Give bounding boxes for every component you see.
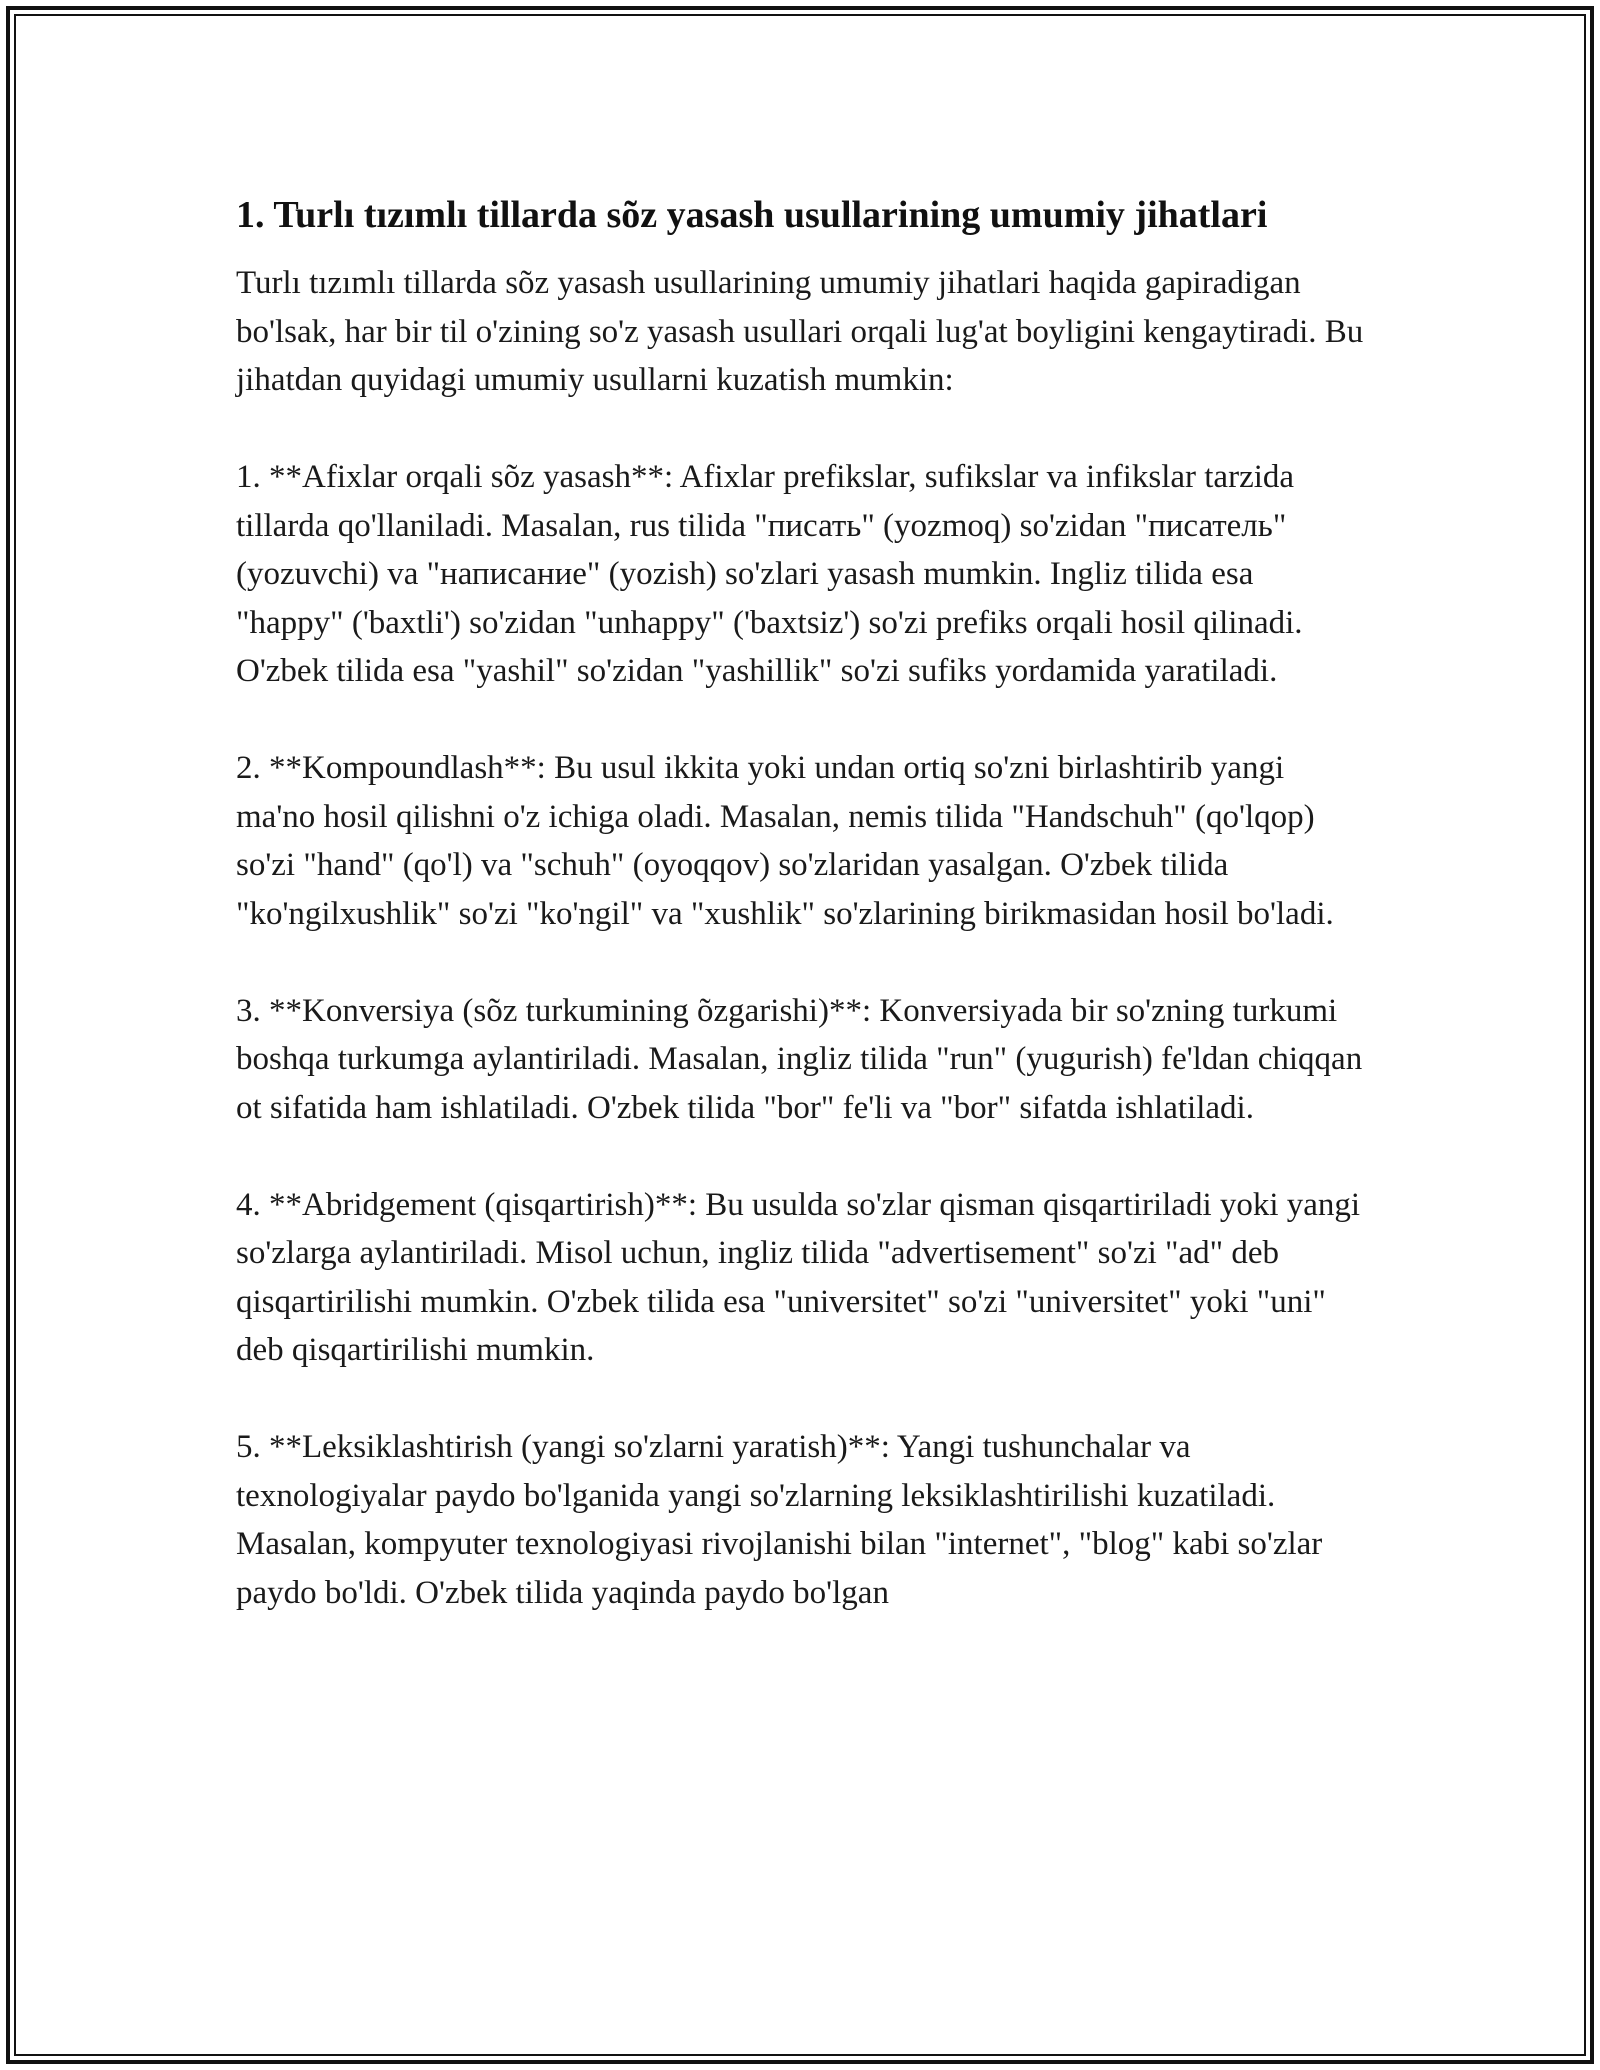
paragraph-kompoundlash: 2. **Kompoundlash**: Bu usul ikkita yoki undan ortiq so'zni birlashtirib yangi ma'no hosil qilishni o'z ichiga oladi. Masalan, nemis tilida "Handschuh" (qo'lqop) so'zi "hand" (qo'l) va "schuh" (oyoqqov) so'zlaridan yasalgan. O'zbek tilida "ko'ngilxushlik" so'zi "ko'ngil" va "xushlik" so'zlarining birikmasidan hosil bo'ladi. (236, 750, 1334, 932)
section-heading: 1. Turlı tızımlı tillarda sõz yasash usullarining umumiy jihatlari (236, 194, 1268, 236)
document-body (236, 188, 1366, 1666)
paragraph-afixlar: 1. **Afixlar orqali sõz yasash**: Afixlar prefikslar, sufikslar va infikslar tarzida tillarda qo'llaniladi. Masalan, rus tilida "писать" (yozmoq) so'zidan "писатель" (yozuvchi) va "написание" (yozish) so'zlari yasash mumkin. Ingliz tilida esa "happy" ('baxtli') so'zidan "unhappy" ('baxtsiz') so'zi prefiks orqali hosil qilinadi. O'zbek tilida esa "yashil" so'zidan "yashillik" so'zi sufiks yordamida yaratiladi. (236, 459, 1303, 689)
paragraph-abridgement: 4. **Abridgement (qisqartirish)**: Bu usulda so'zlar qisman qisqartiriladi yoki yangi so'zlarga aylantiriladi. Misol uchun, ingliz tilida "advertisement" so'zi "ad" deb qisqartirilishi mumkin. O'zbek tilida esa "universitet" so'zi "universitet" yoki "uni" deb qisqartirilishi mumkin. (236, 1186, 1361, 1368)
paragraph-leksiklashtirish: 5. **Leksiklashtirish (yangi so'zlarni yaratish)**: Yangi tushunchalar va texnologiyalar paydo bo'lganida yangi so'zlarning leksiklashtirilishi kuzatiladi. Masalan, kompyuter texnologiyasi rivojlanishi bilan "internet", "blog" kabi so'zlar paydo bo'ldi. O'zbek tilida yaqinda paydo bo'lgan (236, 1429, 1323, 1611)
intro-paragraph: Turlı tızımlı tillarda sõz yasash usullarining umumiy jihatlari haqida gapiradigan bo'lsak, har bir til o'zining so'z yasash usullari orqali lug'at boyligini kengaytiradi. Bu jihatdan quyidagi umumiy usullarni kuzatish mumkin: (236, 265, 1364, 398)
paragraph-konversiya: 3. **Konversiya (sõz turkumining õzgarishi)**: Konversiyada bir so'zning turkumi boshqa turkumga aylantiriladi. Masalan, ingliz tilida "run" (yugurish) fe'ldan chiqqan ot sifatida ham ishlatiladi. O'zbek tilida "bor" fe'li va "bor" sifatda ishlatiladi. (236, 992, 1363, 1126)
